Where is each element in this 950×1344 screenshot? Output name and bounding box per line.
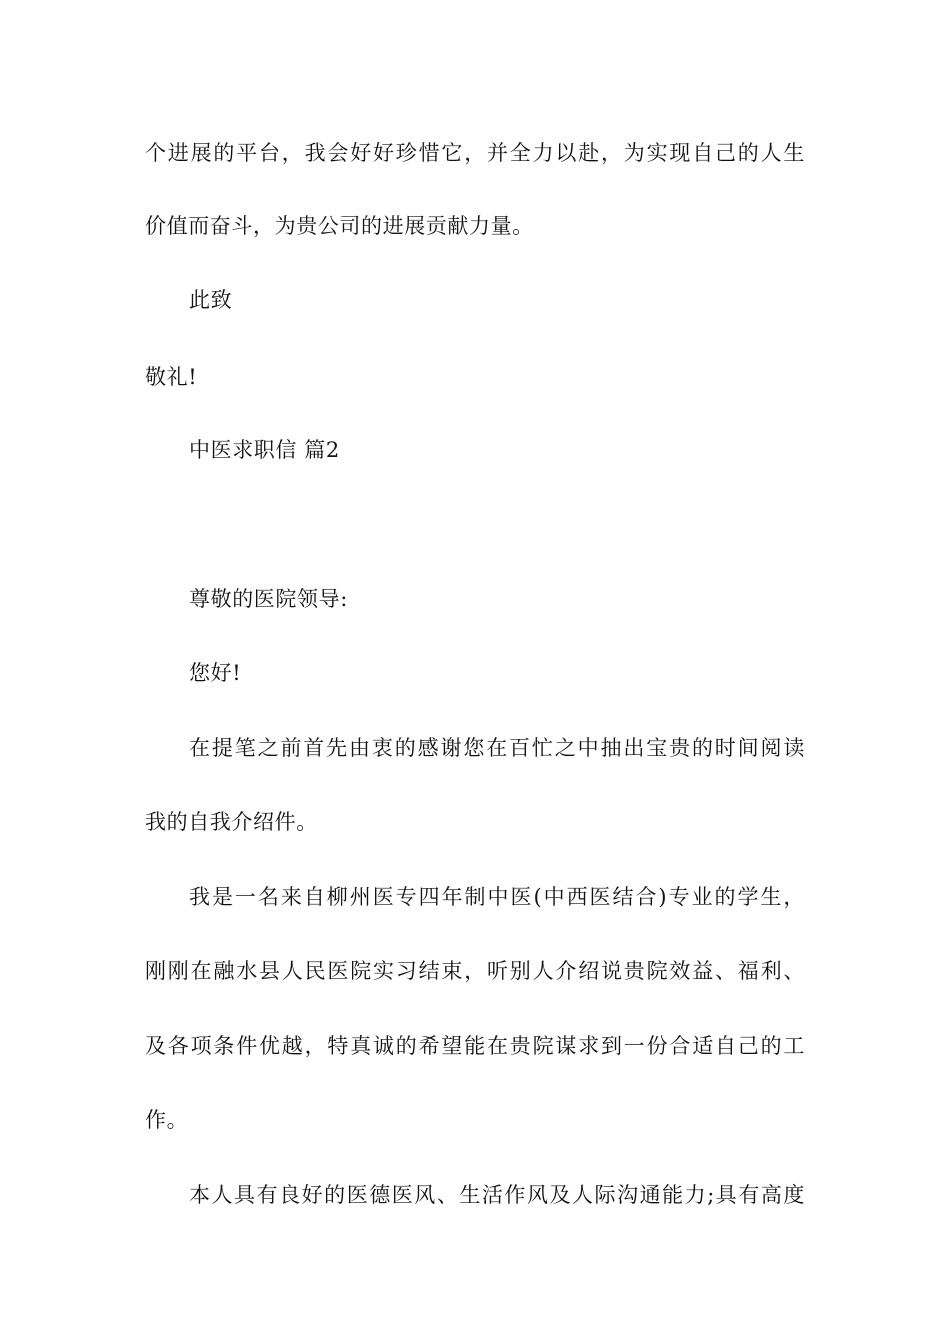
closing-regards: 敬礼! (145, 365, 198, 389)
closing-salutation: 此致 (189, 288, 233, 312)
paragraph-line: 我是一名来自柳州医专四年制中医(中西医结合)专业的学生， (189, 885, 805, 909)
paragraph-line: 价值而奋斗，为贵公司的进展贡献力量。 (145, 214, 534, 238)
paragraph-line: 作。 (145, 1108, 189, 1132)
paragraph-line: 刚刚在融水县人民医院实习结束，听别人介绍说贵院效益、福利、 (145, 959, 805, 983)
greeting-line: 您好! (189, 661, 242, 685)
section-heading: 中医求职信 篇2 (189, 438, 340, 462)
paragraph-line: 个进展的平台，我会好好珍惜它，并全力以赴，为实现自己的人生 (145, 141, 805, 165)
greeting-line: 尊敬的医院领导: (189, 587, 348, 611)
paragraph-line: 在提笔之前首先由衷的感谢您在百忙之中抽出宝贵的时间阅读 (189, 736, 805, 760)
paragraph-line: 我的自我介绍件。 (145, 810, 318, 834)
paragraph-line: 及各项条件优越，特真诚的希望能在贵院谋求到一份合适自己的工 (145, 1034, 805, 1058)
paragraph-line: 本人具有良好的医德医风、生活作风及人际沟通能力;具有高度 (189, 1183, 805, 1207)
